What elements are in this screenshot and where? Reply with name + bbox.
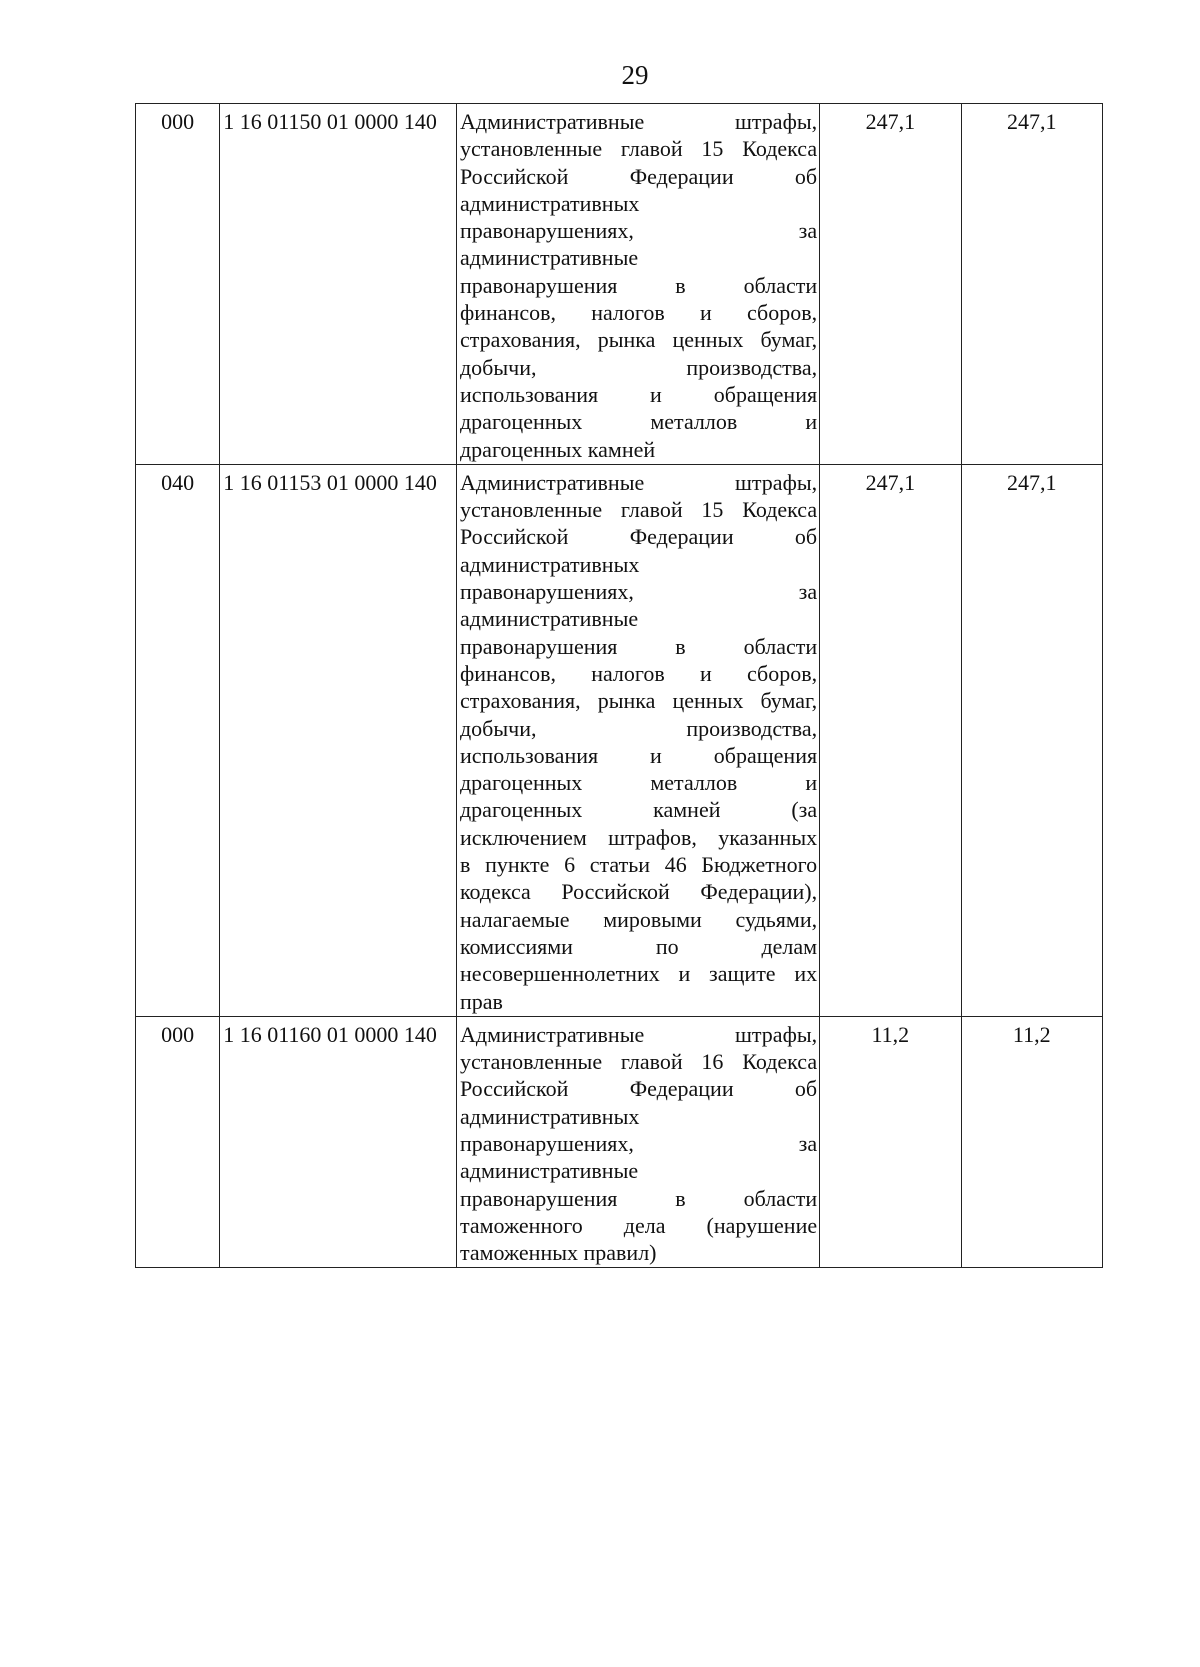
value-1: 11,2	[871, 1021, 910, 1047]
name-line: несовершеннолетних и защите их	[459, 961, 818, 987]
name-line: правонарушениях, за	[459, 218, 818, 244]
name-line: прав	[459, 988, 503, 1014]
name-line: Административные штрафы,	[459, 109, 818, 134]
name-line: Российской Федерации об	[459, 1076, 818, 1102]
name-line: установленные главой 15 Кодекса	[459, 136, 818, 162]
name-line: в пункте 6 статьи 46 Бюджетного	[459, 852, 818, 878]
name-line: установленные главой 15 Кодекса	[459, 497, 818, 523]
name-line: использования и обращения	[459, 381, 818, 407]
name-line: Российской Федерации об	[459, 163, 818, 189]
page-number: 29	[621, 60, 649, 90]
value-cell-1	[820, 1016, 961, 1268]
name-line: правонарушения в области	[459, 633, 818, 659]
name-line: кодекса Российской Федерации),	[459, 879, 818, 905]
name-line: использования и обращения	[459, 742, 818, 768]
value-2: 247,1	[1007, 469, 1057, 495]
kbk-code-cell: 1 16 01160 01 0000 140	[220, 1016, 457, 1268]
name-line: добычи, производства,	[459, 715, 818, 741]
name-line: административные	[459, 245, 639, 271]
name-line: административных	[459, 1103, 640, 1129]
value-cell-1	[820, 464, 961, 1016]
kbk-code-cell: 1 16 01153 01 0000 140	[220, 464, 457, 1016]
value-1: 247,1	[865, 469, 916, 495]
name-line: административных	[459, 190, 640, 216]
name-line: административные	[459, 606, 639, 632]
name-line: таможенных правил)	[459, 1240, 657, 1266]
name-line: установленные главой 16 Кодекса	[459, 1049, 818, 1075]
value-2: 11,2	[1012, 1021, 1051, 1047]
value-cell-2	[961, 104, 1102, 465]
value-2: 247,1	[1007, 109, 1057, 134]
name-line: страхования, рынка ценных бумаг,	[459, 327, 818, 353]
name-line: страхования, рынка ценных бумаг,	[459, 688, 818, 714]
kbk-code-cell: 1 16 01150 01 0000 140	[220, 104, 457, 465]
name-line: налагаемые мировыми судьями,	[459, 906, 818, 932]
name-line: правонарушения в области	[459, 272, 818, 298]
name-line: административных	[459, 551, 640, 577]
name-line: Российской Федерации об	[459, 524, 818, 550]
name-line: Административные штрафы,	[459, 469, 818, 495]
admin-code-cell: 040	[136, 464, 220, 1016]
name-line: драгоценных камней (за	[459, 797, 818, 823]
table-row	[136, 104, 1103, 465]
name-line: комиссиями по делам	[459, 933, 818, 959]
value-cell-2	[961, 464, 1102, 1016]
value-cell-2	[961, 1016, 1102, 1268]
value-1: 247,1	[865, 109, 916, 134]
name-line: правонарушения в области	[459, 1185, 818, 1211]
admin-code-cell: 000	[136, 104, 220, 465]
table-row	[136, 464, 1103, 1016]
value-cell-1	[820, 104, 961, 465]
revenue-name-cell	[456, 104, 819, 465]
name-line: финансов, налогов и сборов,	[459, 660, 818, 686]
name-line: Административные штрафы,	[459, 1021, 818, 1047]
admin-code-cell: 000	[136, 1016, 220, 1268]
name-line: финансов, налогов и сборов,	[459, 300, 818, 326]
name-line: драгоценных камней	[459, 436, 656, 462]
name-line: драгоценных металлов и	[459, 409, 818, 435]
name-line: добычи, производства,	[459, 354, 818, 380]
name-line: драгоценных металлов и	[459, 770, 818, 796]
revenue-name-cell	[456, 464, 819, 1016]
budget-revenue-table	[135, 103, 1103, 1268]
revenue-name-cell	[456, 1016, 819, 1268]
table-row	[136, 1016, 1103, 1268]
name-line: таможенного дела (нарушение	[459, 1212, 818, 1238]
name-line: исключением штрафов, указанных	[459, 824, 818, 850]
name-line: правонарушениях, за	[459, 1130, 818, 1156]
name-line: административные	[459, 1158, 639, 1184]
name-line: правонарушениях, за	[459, 579, 818, 605]
